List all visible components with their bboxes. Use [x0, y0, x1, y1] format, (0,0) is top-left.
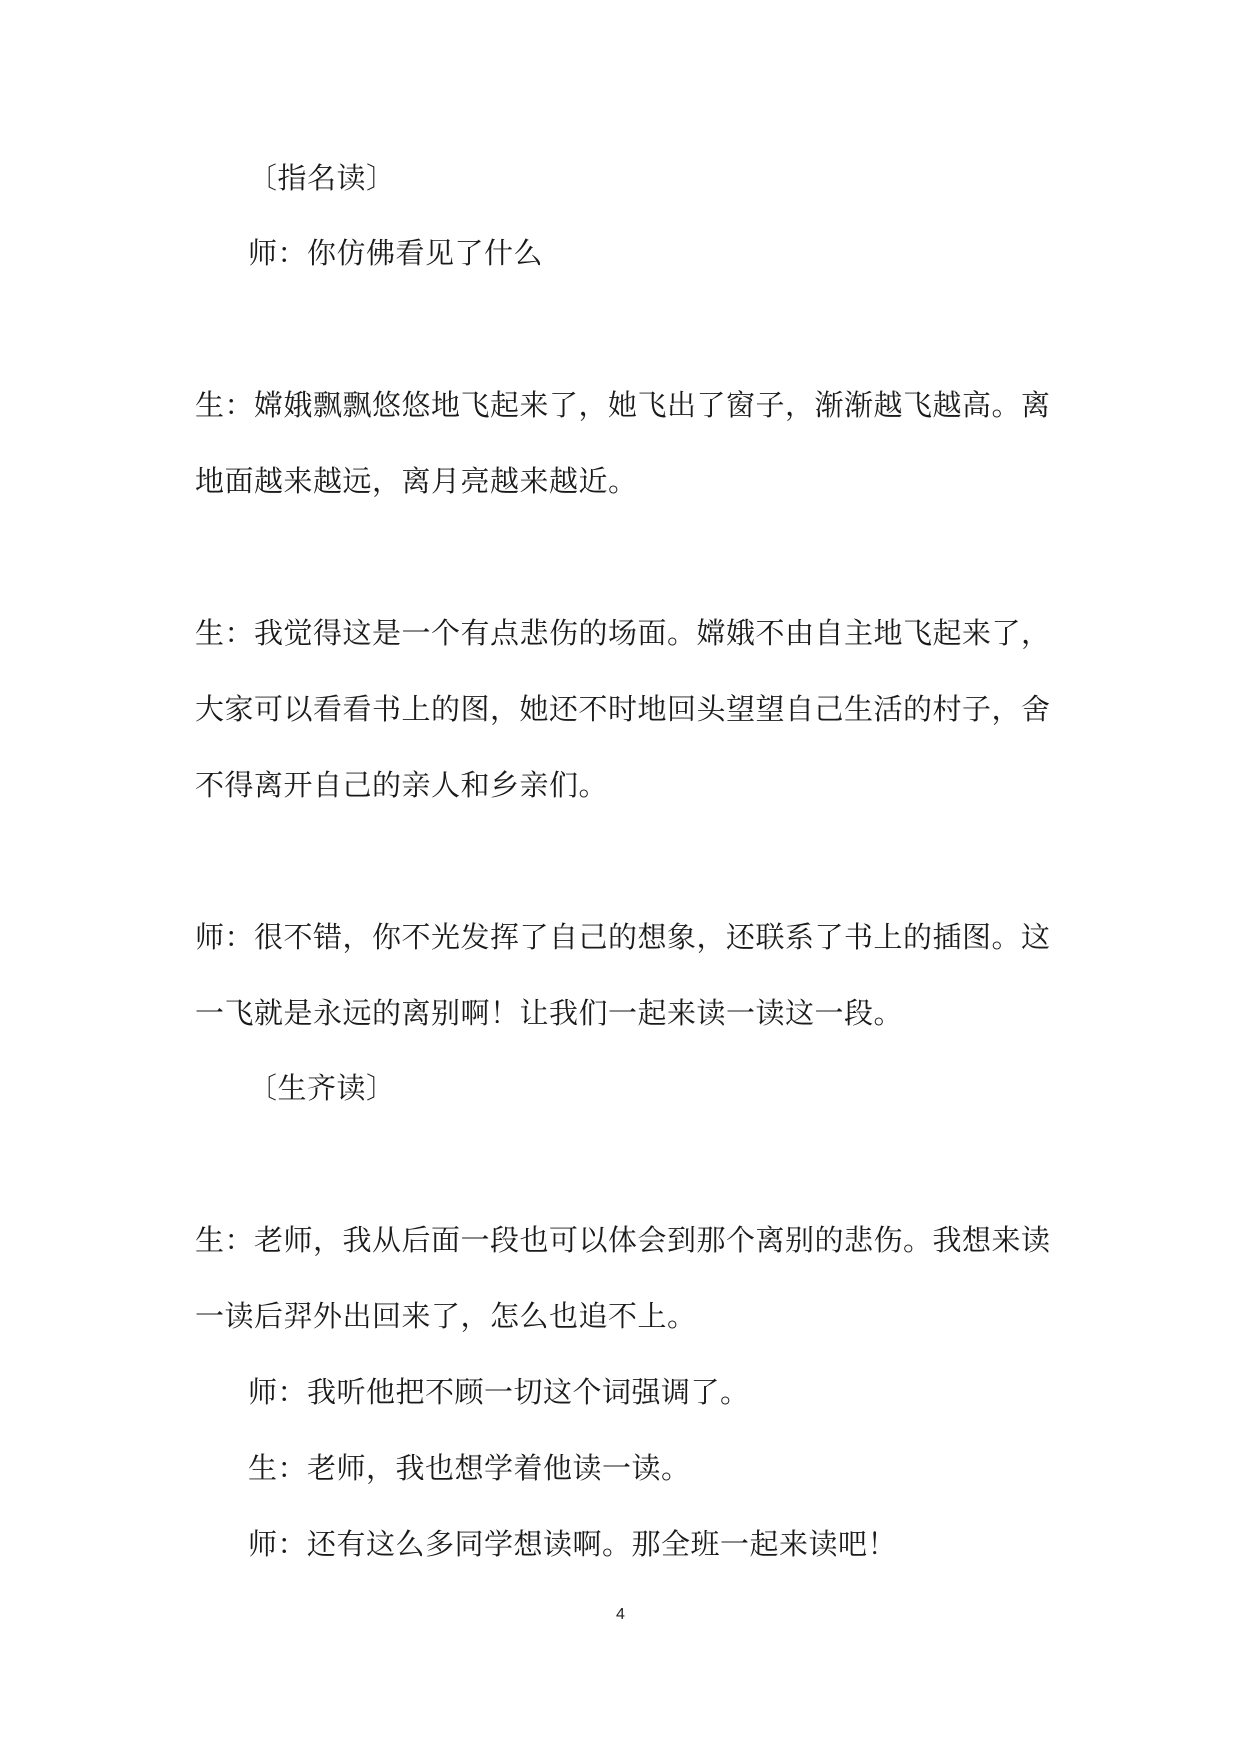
text-line-student-3a: 生：老师，我从后面一段也可以体会到那个离别的悲伤。我想来读	[195, 1223, 1051, 1257]
text-line-student-3b: 一读后羿外出回来了，怎么也追不上。	[195, 1299, 697, 1333]
text-line-student-2a: 生：我觉得这是一个有点悲伤的场面。嫦娥不由自主地飞起来了，	[195, 616, 1051, 650]
text-line-teacher-3: 师：我听他把不顾一切这个词强调了。	[248, 1375, 750, 1409]
page-number: 4	[616, 1606, 625, 1623]
text-line-student-2b: 大家可以看看书上的图，她还不时地回头望望自己生活的村子，舍	[195, 692, 1051, 726]
text-line-teacher-1: 师：你仿佛看见了什么	[248, 236, 544, 270]
text-line-teacher-2a: 师：很不错，你不光发挥了自己的想象，还联系了书上的插图。这	[195, 920, 1051, 954]
text-line-direction-2: 〔生齐读〕	[248, 1071, 396, 1105]
text-line-teacher-2b: 一飞就是永远的离别啊！让我们一起来读一读这一段。	[195, 996, 904, 1030]
text-line-direction-1: 〔指名读〕	[248, 161, 396, 195]
text-line-teacher-4: 师：还有这么多同学想读啊。那全班一起来读吧！	[248, 1527, 898, 1561]
text-line-student-4: 生：老师，我也想学着他读一读。	[248, 1451, 691, 1485]
text-line-student-2c: 不得离开自己的亲人和乡亲们。	[195, 768, 609, 802]
text-line-student-1b: 地面越来越远，离月亮越来越近。	[195, 464, 638, 498]
text-line-student-1a: 生：嫦娥飘飘悠悠地飞起来了，她飞出了窗子，渐渐越飞越高。离	[195, 388, 1051, 422]
